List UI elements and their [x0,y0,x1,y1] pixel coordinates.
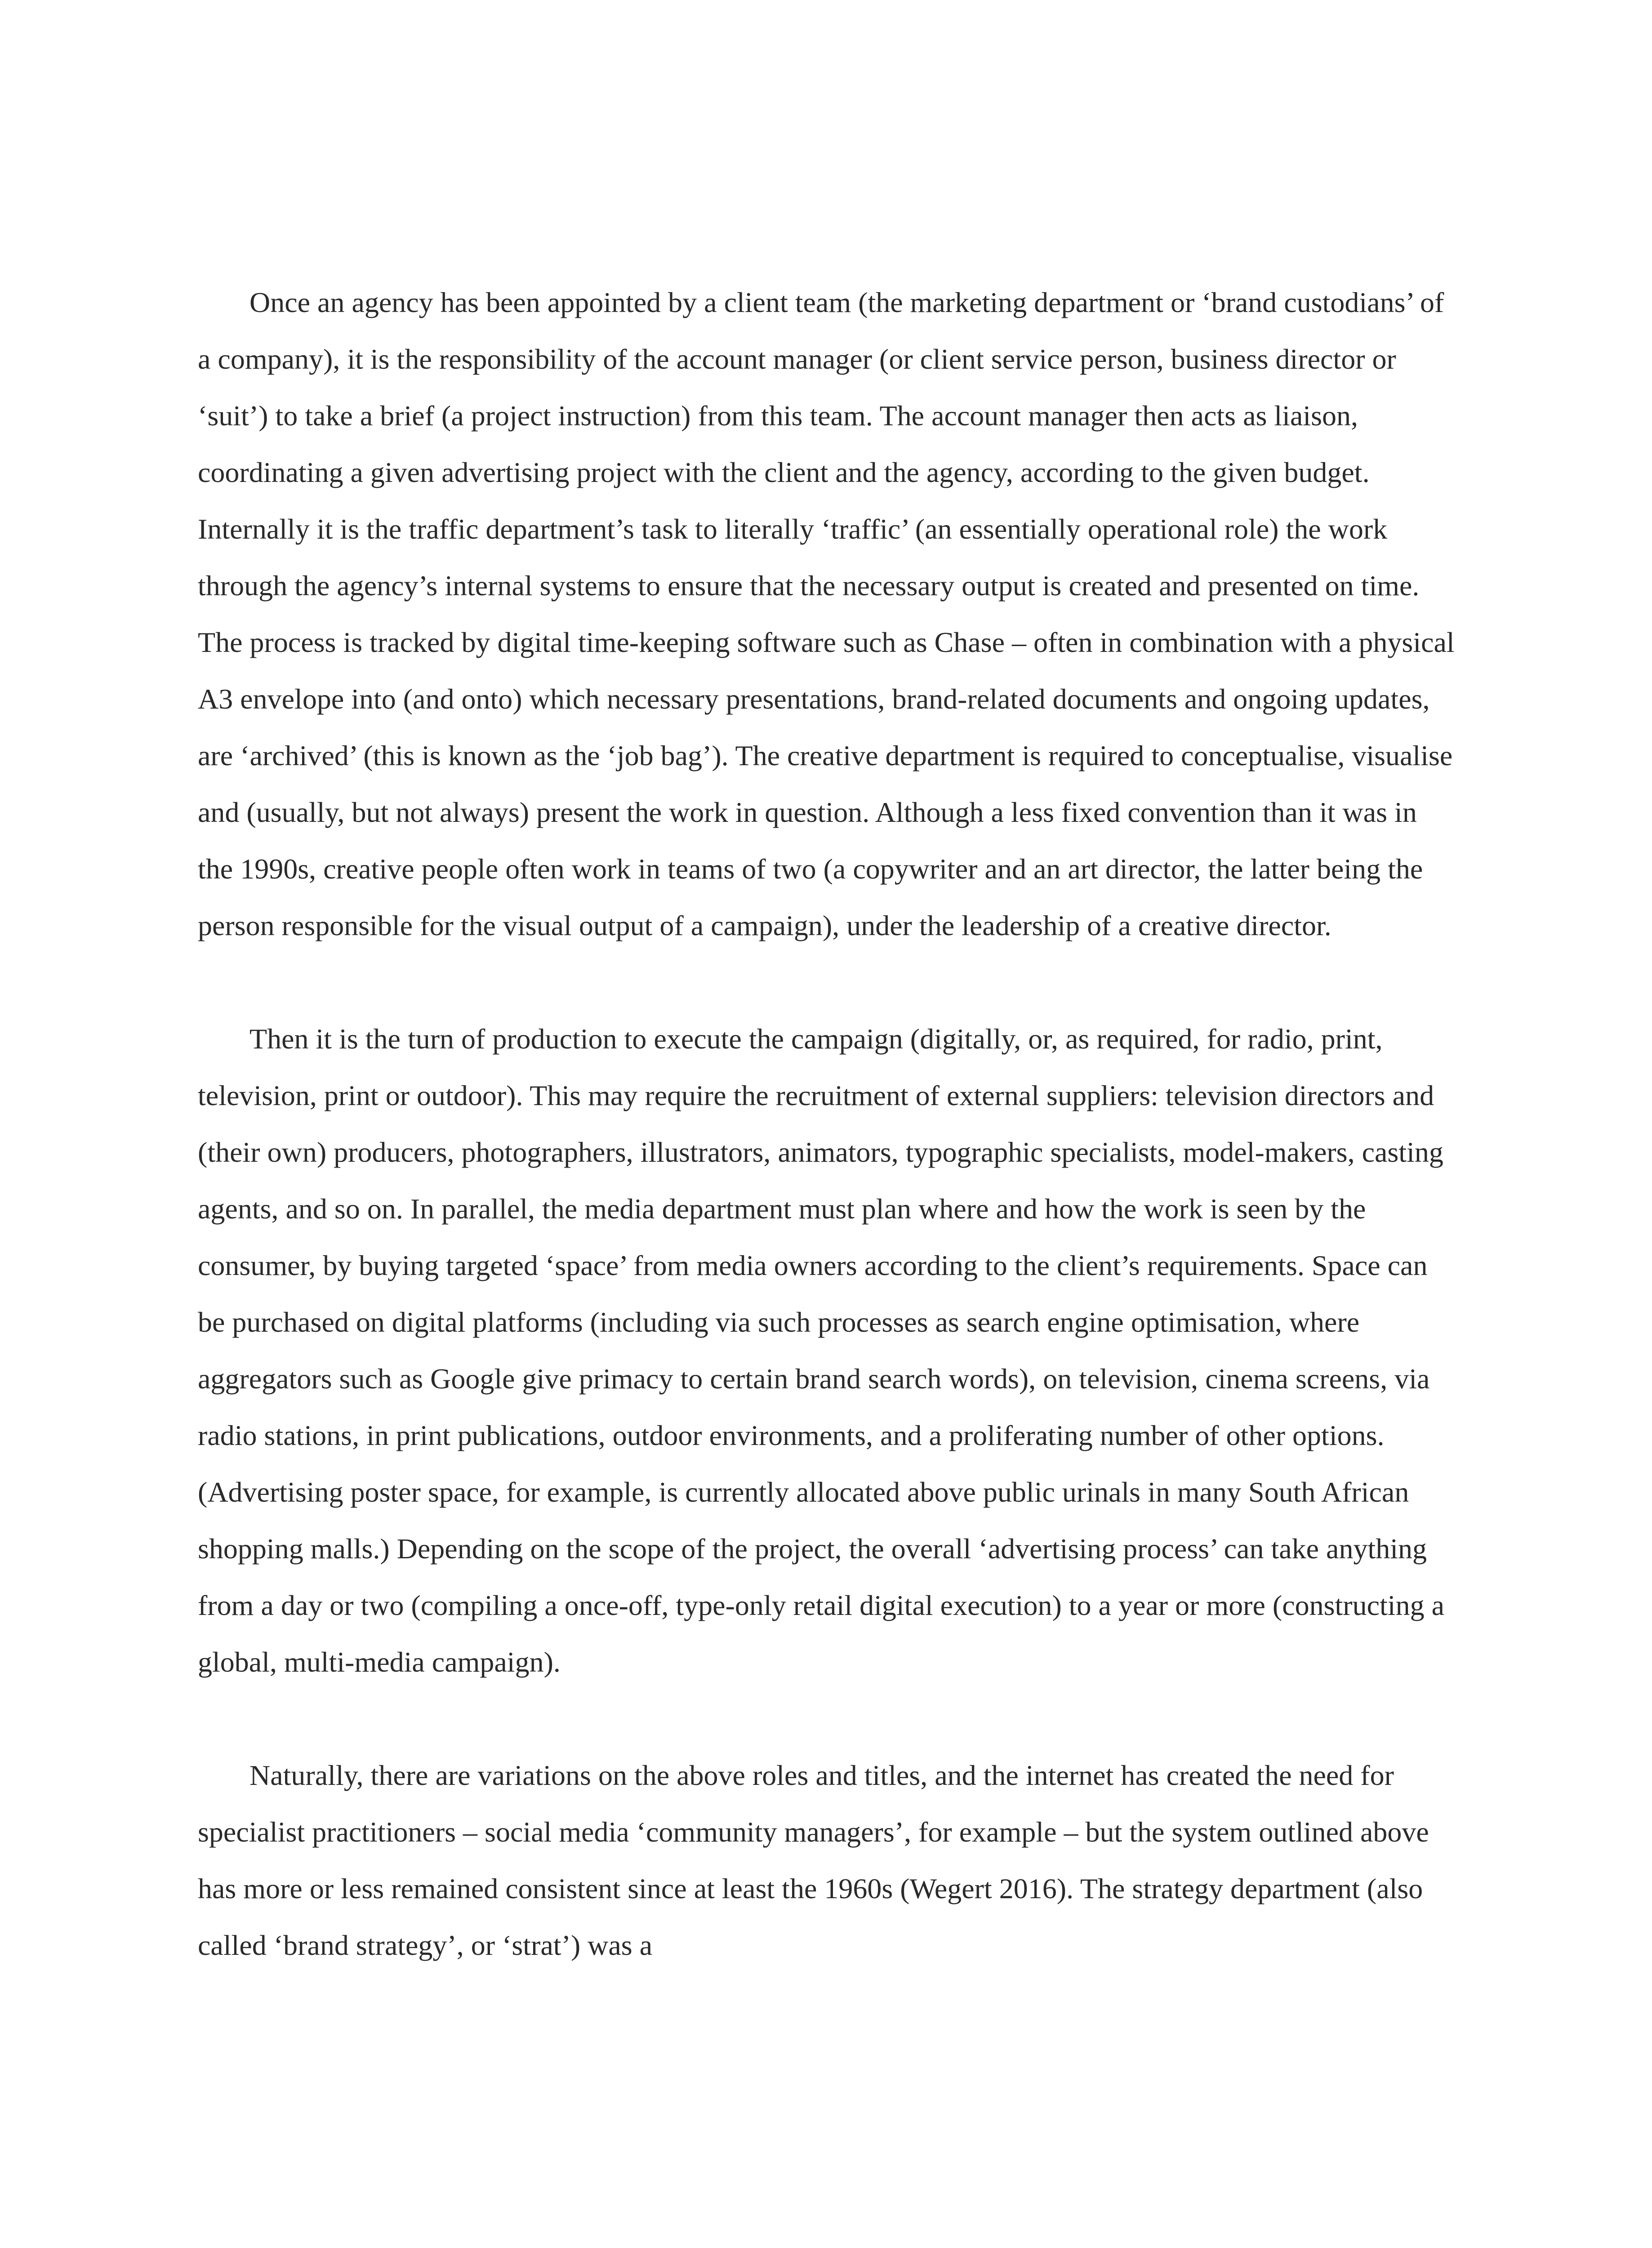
paragraph-agency-roles: Once an agency has been appointed by a client team (the marketing department or ‘brand custodians’ of a company), it is the responsibility of the account manager (or client service person, business director or ‘suit’) to take a brief (a project instruction) from this team. The account manager then acts as liaison, coordinating a given advertising project with the client and the agency, according to the given budget. Internally it is the traffic department’s task to literally ‘traffic’ (an essentially operational role) the work through the agency’s internal systems to ensure that the necessary output is created and presented on time. The process is tracked by digital time-keeping software such as Chase – often in combination with a physical A3 envelope into (and onto) which necessary presentations, brand-related documents and ongoing updates, are ‘archived’ (this is known as the ‘job bag’). The creative department is required to conceptualise, visualise and (usually, but not always) present the work in question. Although a less fixed convention than it was in the 1990s, creative people often work in teams of two (a copywriter and an art director, the latter being the person responsible for the visual output of a campaign), under the leadership of a creative director. [198,286,1455,941]
body-text [198,274,1456,1974]
paragraph-production-media: Then it is the turn of production to execute the campaign (digitally, or, as required, for radio, print, television, print or outdoor). This may require the recruitment of external suppliers: television directors and (their own) producers, photographers, illustrators, animators, typographic specialists, model-makers, casting agents, and so on. In parallel, the media department must plan where and how the work is seen by the consumer, by buying targeted ‘space’ from media owners according to the client’s requirements. Space can be purchased on digital platforms (including via such processes as search engine optimisation, where aggregators such as Google give primacy to certain brand search words), on television, cinema screens, via radio stations, in print publications, outdoor environments, and a proliferating number of other options. (Advertising poster space, for example, is currently allocated above public urinals in many South African shopping malls.) Depending on the scope of the project, the overall ‘advertising process’ can take anything from a day or two (compiling a once-off, type-only retail digital execution) to a year or more (constructing a global, multi-media campaign). [198,1023,1444,1678]
paragraph-variations: Naturally, there are variations on the above roles and titles, and the internet has created the need for specialist practitioners – social media ‘community managers’, for example – but the system outlined above has more or less remained consistent since at least the 1960s (Wegert 2016). The strategy department (also called ‘brand strategy’, or ‘strat’) was a [198,1759,1429,1961]
